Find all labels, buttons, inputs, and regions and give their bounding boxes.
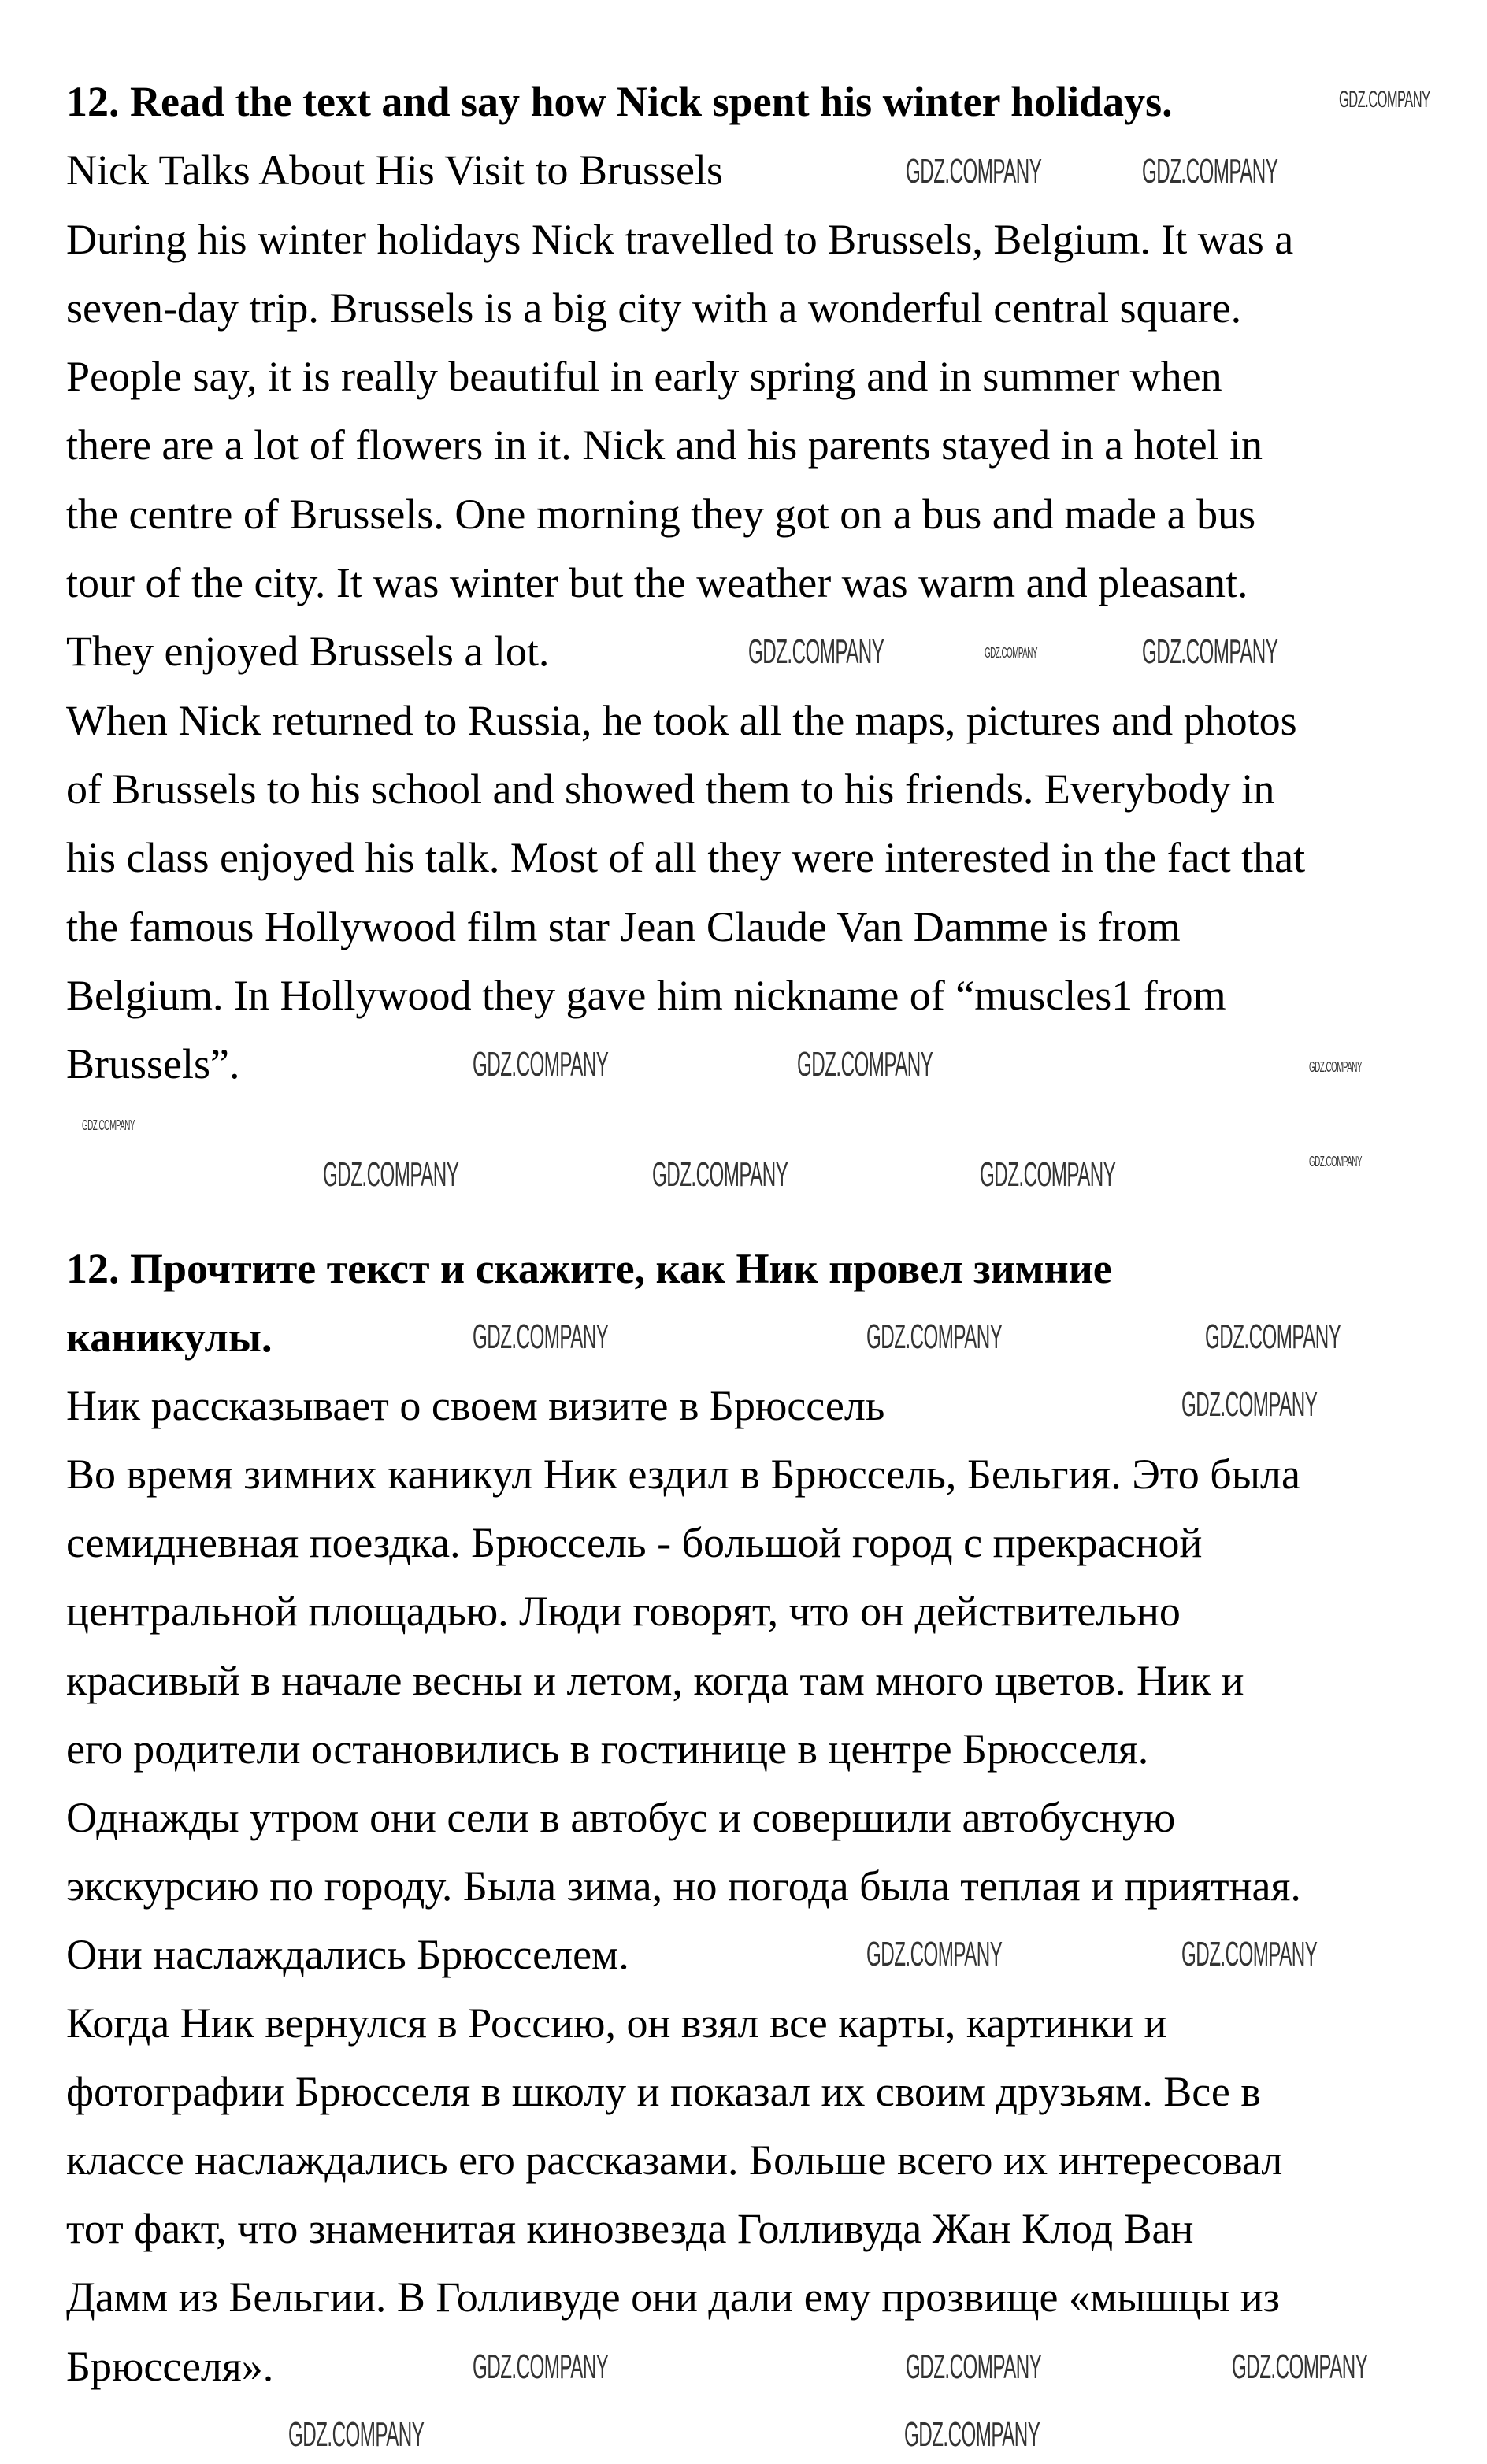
watermark: GDZ.COMPANY — [473, 1317, 609, 1356]
translation-line: классе наслаждались его рассказами. Больше всего их интересовал — [66, 2136, 1283, 2184]
text-line: They enjoyed Brussels a lot. — [66, 628, 550, 676]
watermark: GDZ.COMPANY — [1142, 632, 1278, 671]
text-line: People say, it is really beautiful in early spring and in summer when — [66, 353, 1222, 401]
watermark: GDZ.COMPANY — [1205, 1317, 1341, 1356]
watermark: GDZ.COMPANY — [652, 1155, 788, 1194]
translation-line: экскурсию по городу. Была зима, но погода была теплая и приятная. — [66, 1862, 1301, 1910]
text-title: Nick Talks About His Visit to Brussels — [66, 146, 724, 195]
translation-line: Во время зимних каникул Ник ездил в Брюссель, Бельгия. Это была — [66, 1451, 1300, 1499]
watermark: GDZ.COMPANY — [1309, 1059, 1362, 1075]
watermark: GDZ.COMPANY — [906, 152, 1042, 191]
watermark: GDZ.COMPANY — [866, 1935, 1003, 1973]
text-line: the famous Hollywood film star Jean Claude Van Damme is from — [66, 902, 1181, 950]
translation-line: центральной площадью. Люди говорят, что он действительно — [66, 1588, 1181, 1636]
translation-heading: 12. Прочтите текст и скажите, как Ник провел зимние — [66, 1245, 1112, 1292]
translation-line: тот факт, что знаменитая кинозвезда Голливуда Жан Клод Ван — [66, 2205, 1194, 2253]
watermark: GDZ.COMPANY — [473, 1045, 609, 1084]
watermark: GDZ.COMPANY — [1339, 87, 1430, 113]
watermark: GDZ.COMPANY — [323, 1155, 459, 1194]
translation-line: Дамм из Бельгии. В Голливуде они дали ему прозвище «мышцы из — [66, 2273, 1280, 2321]
watermark: GDZ.COMPANY — [1232, 2347, 1368, 2386]
translation-line: его родители остановились в гостинице в центре Брюсселя. — [66, 1725, 1149, 1773]
watermark: GDZ.COMPANY — [748, 632, 884, 671]
watermark: GDZ.COMPANY — [1181, 1935, 1318, 1973]
text-line: there are a lot of flowers in it. Nick and his parents stayed in a hotel in — [66, 421, 1263, 469]
watermark: GDZ.COMPANY — [866, 1317, 1003, 1356]
watermark: GDZ.COMPANY — [797, 1045, 933, 1084]
text-line: Belgium. In Hollywood they gave him nickname of “muscles1 from — [66, 971, 1226, 1019]
watermark: GDZ.COMPANY — [473, 2347, 609, 2386]
text-line: When Nick returned to Russia, he took all the maps, pictures and photos — [66, 696, 1297, 744]
text-line: his class enjoyed his talk. Most of all they were interested in the fact that — [66, 834, 1306, 882]
translation-heading: каникулы. — [66, 1314, 273, 1362]
watermark: GDZ.COMPANY — [1181, 1385, 1318, 1424]
translation-line: семидневная поездка. Брюссель - большой город с прекрасной — [66, 1519, 1203, 1567]
text-line: During his winter holidays Nick travelled to Brussels, Belgium. It was a — [66, 215, 1294, 263]
watermark: GDZ.COMPANY — [288, 2415, 425, 2454]
watermark: GDZ.COMPANY — [906, 2347, 1042, 2386]
watermark: GDZ.COMPANY — [1142, 152, 1278, 191]
translation-line: фотографии Брюсселя в школу и показал их своим друзьям. Все в — [66, 2068, 1261, 2116]
translation-line: Однажды утром они сели в автобус и совершили автобусную — [66, 1793, 1176, 1841]
translation-line: красивый в начале весны и летом, когда там много цветов. Ник и — [66, 1656, 1244, 1704]
text-line: seven-day trip. Brussels is a big city with a wonderful central square. — [66, 283, 1242, 332]
text-line: Brussels”. — [66, 1040, 240, 1088]
text-line: of Brussels to his school and showed them to his friends. Everybody in — [66, 765, 1275, 813]
watermark: GDZ.COMPANY — [82, 1117, 135, 1133]
text-line: the centre of Brussels. One morning they got on a bus and made a bus — [66, 490, 1256, 538]
watermark: GDZ.COMPANY — [985, 645, 1037, 661]
watermark: GDZ.COMPANY — [980, 1155, 1116, 1194]
text-line: tour of the city. It was winter but the weather was warm and pleasant. — [66, 559, 1248, 607]
watermark: GDZ.COMPANY — [1309, 1154, 1362, 1169]
exercise-heading: 12. Read the text and say how Nick spent his winter holidays. — [66, 78, 1173, 125]
translation-title: Ник рассказывает о своем визите в Брюссель — [66, 1382, 885, 1430]
translation-line: Когда Ник вернулся в Россию, он взял все карты, картинки и — [66, 1999, 1167, 2047]
translation-line: Брюсселя». — [66, 2342, 274, 2390]
translation-line: Они наслаждались Брюсселем. — [66, 1930, 629, 1978]
english-text — [66, 68, 1471, 1099]
watermark: GDZ.COMPANY — [904, 2415, 1040, 2454]
